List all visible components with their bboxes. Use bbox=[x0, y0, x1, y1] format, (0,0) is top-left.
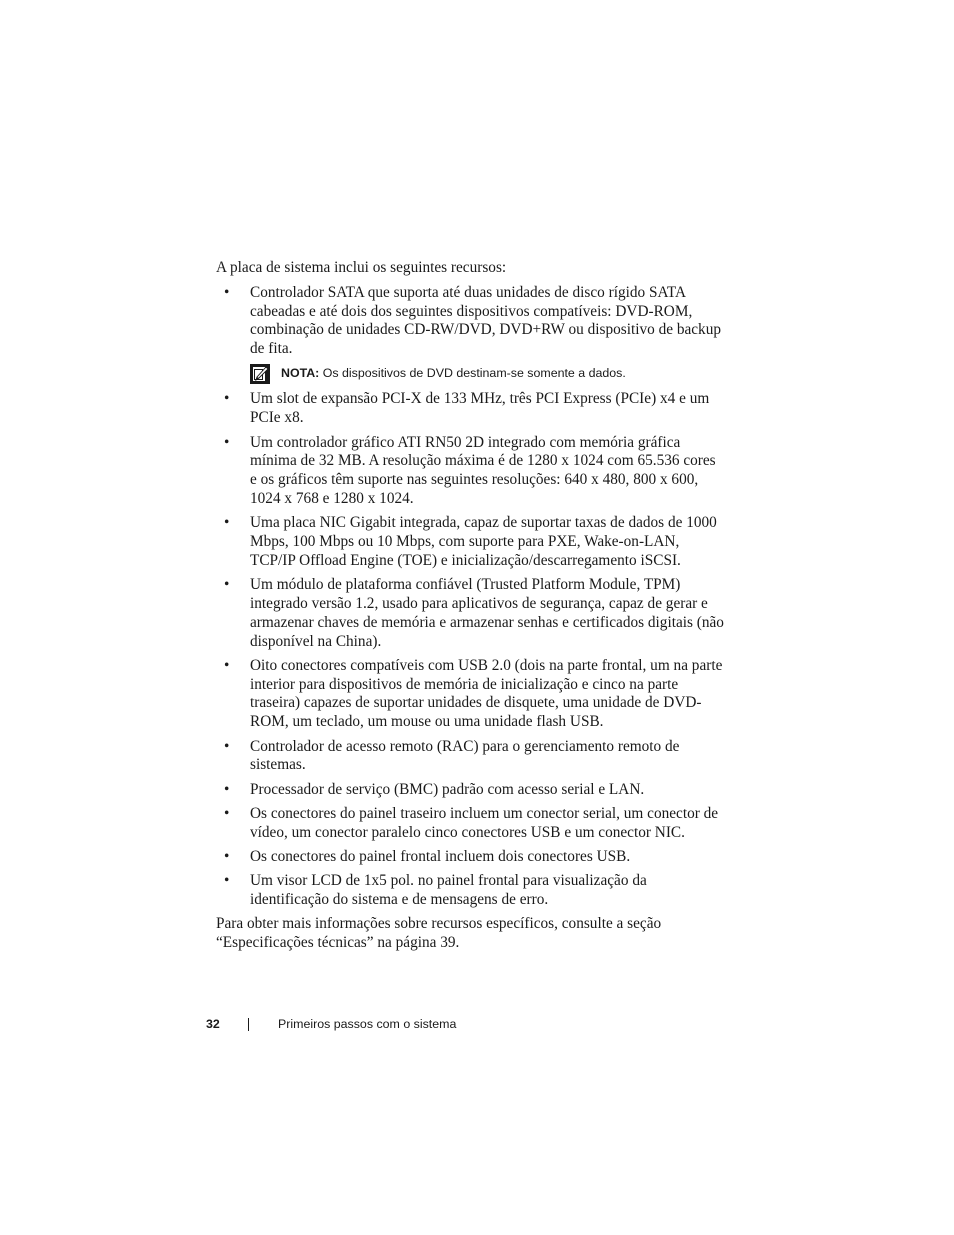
list-item bbox=[216, 390, 726, 428]
bullet: • bbox=[224, 737, 230, 755]
list-item-text: Uma placa NIC Gigabit integrada, capaz de suportar taxas de dados de 1000 Mbps, 100 Mbps ou 10 Mbps, com suporte para PXE, Wake-on-LAN, TCP/IP Offload Engine (TOE) e inicialização/descarregamento iSCSI. bbox=[250, 514, 717, 569]
list-item bbox=[216, 657, 726, 732]
closing-paragraph: Para obter mais informações sobre recursos específicos, consulte a seção “Especificações técnicas” na página 39. bbox=[216, 915, 662, 952]
list-item-text: Os conectores do painel traseiro incluem um conector serial, um conector de vídeo, um conector paralelo cinco conectores USB e um conector NIC. bbox=[250, 804, 719, 841]
list-item-text: Oito conectores compatíveis com USB 2.0 (dois na parte frontal, um na parte interior para dispositivos de memória de inicialização e cinco na parte traseira) capazes de suportar unidades de disquete, uma unidade de DVD-ROM, um teclado, um mouse ou uma unidade flash USB. bbox=[250, 656, 723, 731]
bullet: • bbox=[224, 656, 230, 674]
list-item-text: Um controlador gráfico ATI RN50 2D integrado com memória gráfica mínima de 32 MB. A resolução máxima é de 1280 x 1024 com 65.536 cores e os gráficos têm suporte nas seguintes resoluções: 640 x 480, 800 x 600, 1024 x 768 e 1280 x 1024. bbox=[250, 433, 716, 507]
pencil-note-icon bbox=[250, 364, 270, 384]
bullet: • bbox=[224, 804, 230, 822]
list-item-text: Os conectores do painel frontal incluem dois conectores USB. bbox=[250, 848, 631, 866]
bullet: • bbox=[224, 872, 230, 890]
bullet: • bbox=[224, 780, 230, 798]
bullet: • bbox=[224, 576, 230, 594]
list-item bbox=[216, 738, 726, 776]
note-label: NOTA: bbox=[281, 366, 320, 381]
list-item bbox=[216, 434, 726, 509]
bullet: • bbox=[224, 390, 230, 408]
list-item-text: Controlador de acesso remoto (RAC) para o gerenciamento remoto de sistemas. bbox=[250, 737, 680, 774]
list-item-text: Processador de serviço (BMC) padrão com acesso serial e LAN. bbox=[250, 780, 645, 798]
list-item-text: Um visor LCD de 1x5 pol. no painel frontal para visualização da identificação do sistema e de mensagens de erro. bbox=[250, 872, 647, 909]
feature-list bbox=[216, 284, 726, 359]
bullet: • bbox=[224, 514, 230, 532]
feature-list-continued bbox=[216, 390, 726, 909]
note-callout bbox=[216, 364, 726, 382]
page-number: 32 bbox=[206, 1017, 220, 1031]
footer-divider bbox=[248, 1018, 249, 1031]
list-item bbox=[216, 805, 726, 843]
bullet: • bbox=[224, 848, 230, 866]
list-item-text: Um slot de expansão PCI-X de 133 MHz, três PCI Express (PCIe) x4 e um PCIe x8. bbox=[250, 390, 710, 427]
page-body bbox=[216, 259, 726, 953]
list-item-text: Um módulo de plataforma confiável (Trusted Platform Module, TPM) integrado versão 1.2, usado para aplicativos de segurança, capaz de gerar e armazenar chaves de memória e armazenar senhas e certificados digitais (não disponível na China). bbox=[250, 576, 724, 650]
list-item bbox=[216, 848, 726, 867]
intro-text: A placa de sistema inclui os seguintes recursos: bbox=[216, 259, 507, 276]
list-item bbox=[216, 781, 726, 800]
list-item bbox=[216, 284, 726, 359]
bullet: • bbox=[224, 283, 230, 301]
list-item-text: Controlador SATA que suporta até duas unidades de disco rígido SATA cabeadas e até dois dos seguintes dispositivos compatíveis: DVD-ROM, combinação de unidades CD-RW/DVD, DVD+RW ou dispositivo de backup de fita. bbox=[250, 283, 722, 358]
list-item bbox=[216, 514, 726, 570]
list-item bbox=[216, 576, 726, 651]
list-item bbox=[216, 872, 726, 910]
bullet: • bbox=[224, 433, 230, 451]
footer-section-title: Primeiros passos com o sistema bbox=[278, 1017, 457, 1031]
note-text: Os dispositivos de DVD destinam-se somente a dados. bbox=[322, 366, 626, 381]
